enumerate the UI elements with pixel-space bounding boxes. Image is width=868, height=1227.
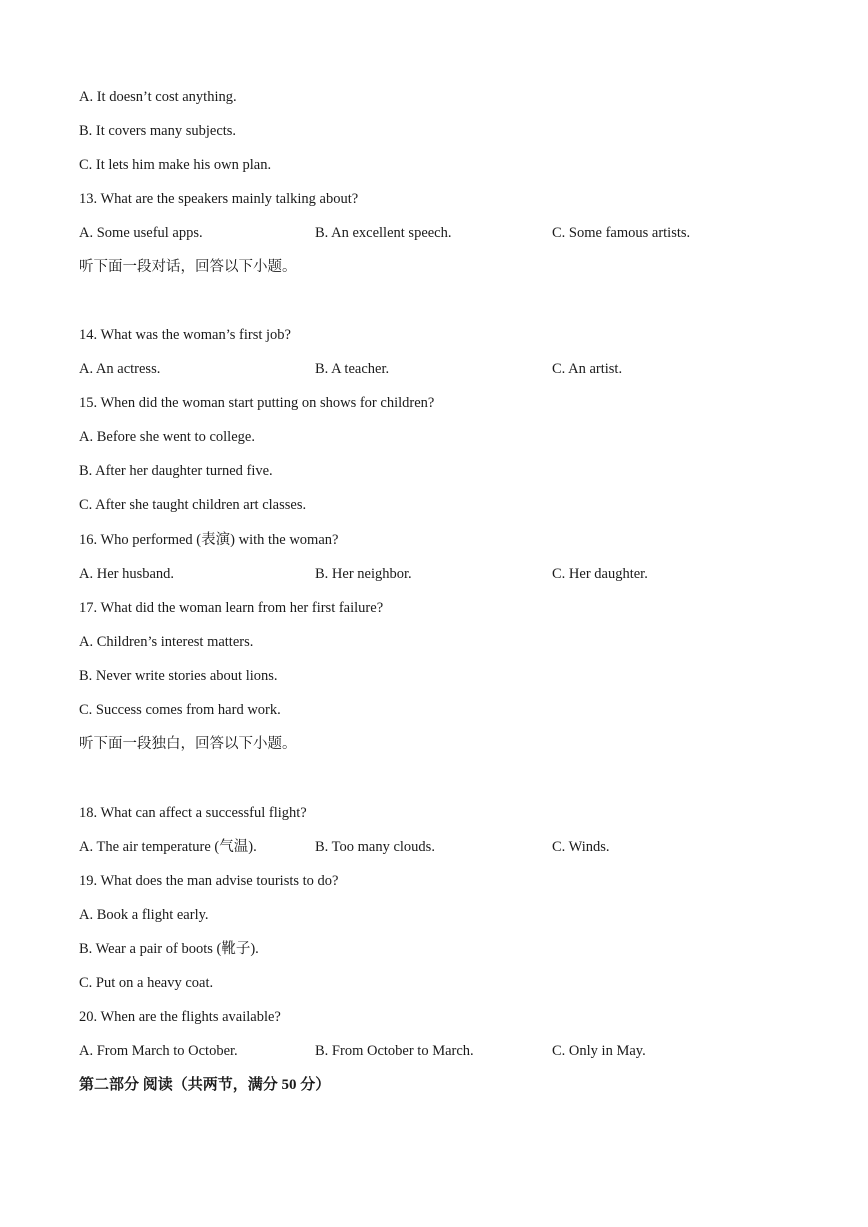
q20-option-a: A. From March to October.: [79, 1043, 238, 1059]
q16-option-a: A. Her husband.: [79, 566, 175, 582]
q14-option-a: A. An actress.: [79, 361, 161, 377]
q13-option-a: A. Some useful apps.: [79, 225, 203, 241]
q17-option-b: B. Never write stories about lions.: [79, 668, 278, 684]
q17-question: 17. What did the woman learn from her first failure?: [79, 600, 384, 616]
q17-option-a: A. Children’s interest matters.: [79, 634, 254, 650]
q15-question: 15. When did the woman start putting on shows for children?: [79, 395, 435, 411]
q12-option-a: A. It doesn’t cost anything.: [79, 89, 237, 105]
q13-question: 13. What are the speakers mainly talking about?: [79, 191, 359, 207]
q18-option-b: B. Too many clouds.: [315, 839, 435, 855]
q12-option-b: B. It covers many subjects.: [79, 123, 237, 139]
instruction-dialogue: 听下面一段对话，回答以下小题。: [79, 259, 297, 275]
q19-option-c: C. Put on a heavy coat.: [79, 975, 214, 991]
q16-question: 16. Who performed (表演) with the woman?: [79, 532, 339, 548]
q19-question: 19. What does the man advise tourists to do?: [79, 873, 339, 889]
q20-option-b: B. From October to March.: [315, 1043, 474, 1059]
q20-option-c: C. Only in May.: [552, 1043, 646, 1059]
q19-option-b: B. Wear a pair of boots (靴子).: [79, 941, 259, 957]
q18-option-c: C. Winds.: [552, 839, 610, 855]
q13-option-b: B. An excellent speech.: [315, 225, 452, 241]
q20-question: 20. When are the flights available?: [79, 1009, 281, 1025]
q16-option-b: B. Her neighbor.: [315, 566, 412, 582]
q15-option-c: C. After she taught children art classes.: [79, 497, 307, 513]
q15-option-b: B. After her daughter turned five.: [79, 463, 273, 479]
q16-option-c: C. Her daughter.: [552, 566, 648, 582]
q18-question: 18. What can affect a successful flight?: [79, 805, 307, 821]
q17-option-c: C. Success comes from hard work.: [79, 702, 281, 718]
section-heading: 第二部分 阅读（共两节，满分 50 分）: [79, 1077, 331, 1093]
q15-option-a: A. Before she went to college.: [79, 429, 255, 445]
q14-question: 14. What was the woman’s first job?: [79, 327, 291, 343]
q18-option-a: A. The air temperature (气温).: [79, 839, 257, 855]
q19-option-a: A. Book a flight early.: [79, 907, 209, 923]
q14-option-c: C. An artist.: [552, 361, 623, 377]
q13-option-c: C. Some famous artists.: [552, 225, 691, 241]
q12-option-c: C. It lets him make his own plan.: [79, 157, 272, 173]
instruction-monologue: 听下面一段独白，回答以下小题。: [79, 736, 297, 752]
q14-option-b: B. A teacher.: [315, 361, 390, 377]
